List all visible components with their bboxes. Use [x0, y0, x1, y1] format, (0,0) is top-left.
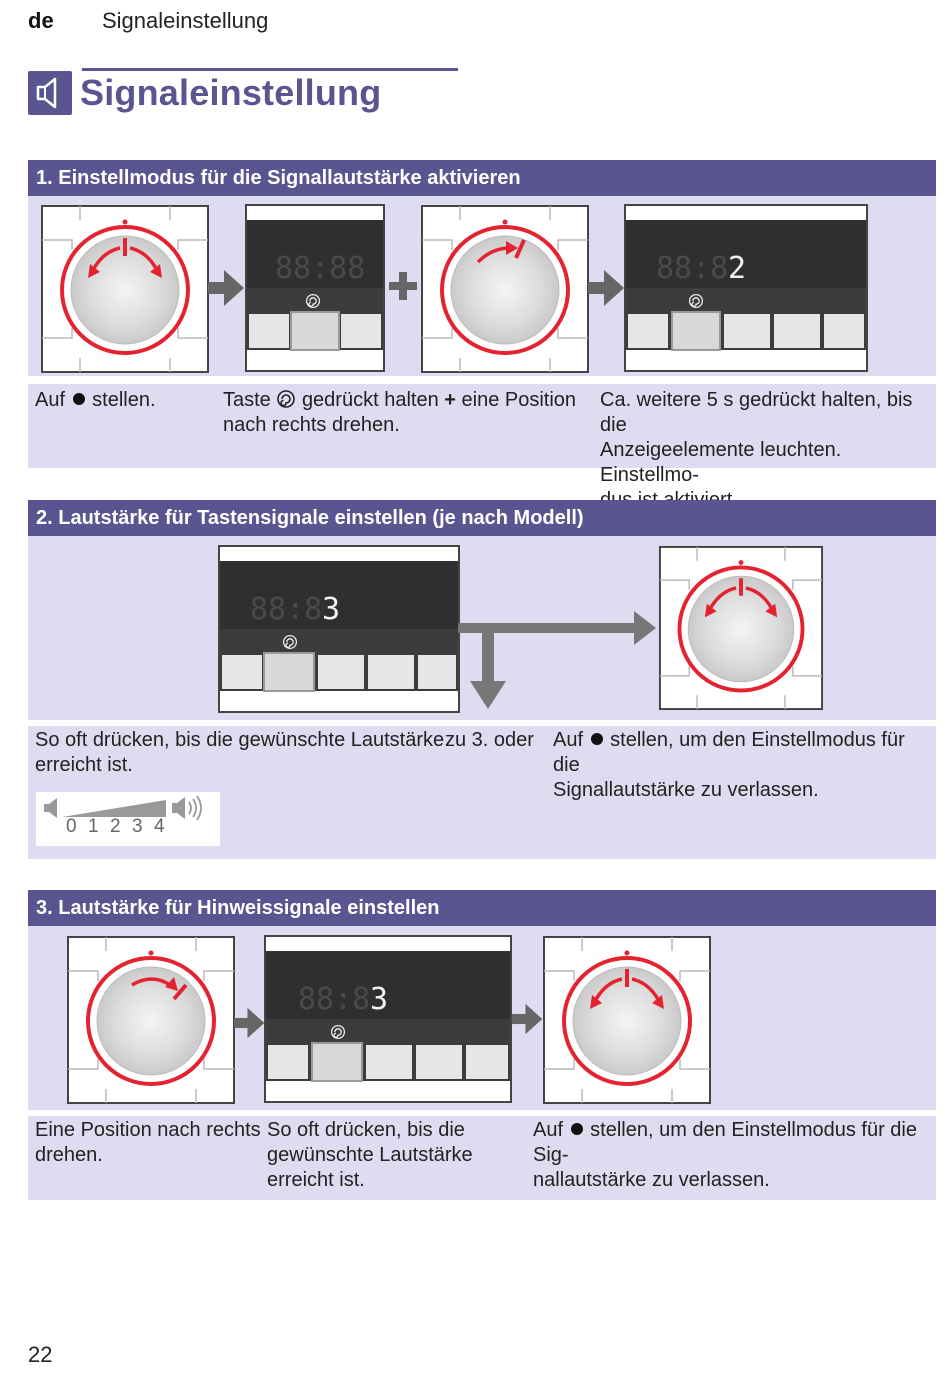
arrow-right-icon: [208, 268, 246, 308]
display-panel-wide-illustration: [218, 545, 460, 713]
scale-label: 0: [66, 816, 77, 837]
svg-text:88:88: 88:88: [275, 251, 366, 286]
section1-captions: [28, 384, 936, 486]
section2-heading: 2. Lautstärke für Tastensignale einstellen (je nach Modell): [28, 500, 936, 536]
caption-step1: Auf stellen.: [35, 389, 156, 411]
spiral-icon: [276, 389, 296, 409]
svg-text:88:8: 88:8: [298, 982, 371, 1017]
knob-off-illustration: [542, 935, 712, 1105]
knob-turned-right-illustration: [420, 204, 590, 374]
display-panel-wide-illustration: [624, 204, 868, 372]
knob-off-illustration: [40, 204, 210, 374]
caption-turn-right: Eine Position nach rechts drehen.: [35, 1119, 261, 1166]
volume-scale: [36, 792, 220, 846]
caption-step3: Ca. weitere 5 s gedrückt halten, bis die Anzeigeelemente leuchten. Einstellmo-: [600, 389, 913, 486]
section3-heading: 3. Lautstärke für Hinweissignale einstellen: [28, 890, 936, 926]
flow-arrows-icon: [458, 605, 658, 713]
page-title: Signaleinstellung: [80, 72, 382, 113]
knob-off-illustration: [658, 545, 824, 711]
caption-step2: Taste gedrückt halten + eine Position nach rechts drehen.: [223, 389, 577, 436]
display-digit: 2: [728, 251, 747, 286]
caption-press-until: So oft drücken, bis die gewünschte Lautstärke erreicht ist.: [35, 729, 445, 776]
scale-label: 3: [132, 816, 143, 837]
off-position-dot-icon: [591, 733, 603, 745]
header-language: de: [28, 8, 54, 33]
plus-icon: [387, 270, 419, 302]
off-position-dot-icon: [73, 393, 85, 405]
svg-text:88:8: 88:8: [250, 592, 323, 627]
speaker-quiet-icon: [42, 796, 62, 820]
section1-heading: 1. Einstellmodus für die Signallautstärke aktivieren: [28, 160, 936, 196]
off-position-dot-icon: [571, 1123, 583, 1135]
arrow-right-icon: [234, 1006, 266, 1040]
caption-press-until: So oft drücken, bis die gewünschte Lautstärke erreicht ist.: [267, 1119, 473, 1191]
speaker-icon: [28, 71, 72, 115]
display-panel-illustration: [245, 204, 385, 372]
arrow-right-icon: [588, 268, 626, 308]
knob-turned-right-illustration: [66, 935, 236, 1105]
page-number: 22: [28, 1342, 53, 1367]
volume-wedge-icon: [62, 798, 166, 818]
svg-text:88:8: 88:8: [656, 251, 729, 286]
caption-goto-step3: zu 3. oder: [445, 729, 534, 751]
header-title: Signaleinstellung: [102, 8, 269, 33]
scale-label: 2: [110, 816, 121, 837]
title-rule: [82, 68, 458, 71]
display-digit: 3: [370, 982, 389, 1017]
scale-label: 1: [88, 816, 99, 837]
caption-exit-mode: Auf stellen, um den Einstellmodus für die Sig- nallautstärke zu verlassen.: [533, 1119, 917, 1191]
arrow-right-icon: [512, 1002, 544, 1036]
display-digit: 3: [322, 592, 341, 627]
speaker-loud-icon: [170, 794, 204, 822]
section3-captions: [28, 1116, 936, 1200]
scale-label: 4: [154, 816, 165, 837]
display-panel-wide-illustration: [264, 935, 512, 1103]
caption-exit-mode: Auf stellen, um den Einstellmodus für die Signallautstärke zu verlassen.: [553, 729, 905, 801]
